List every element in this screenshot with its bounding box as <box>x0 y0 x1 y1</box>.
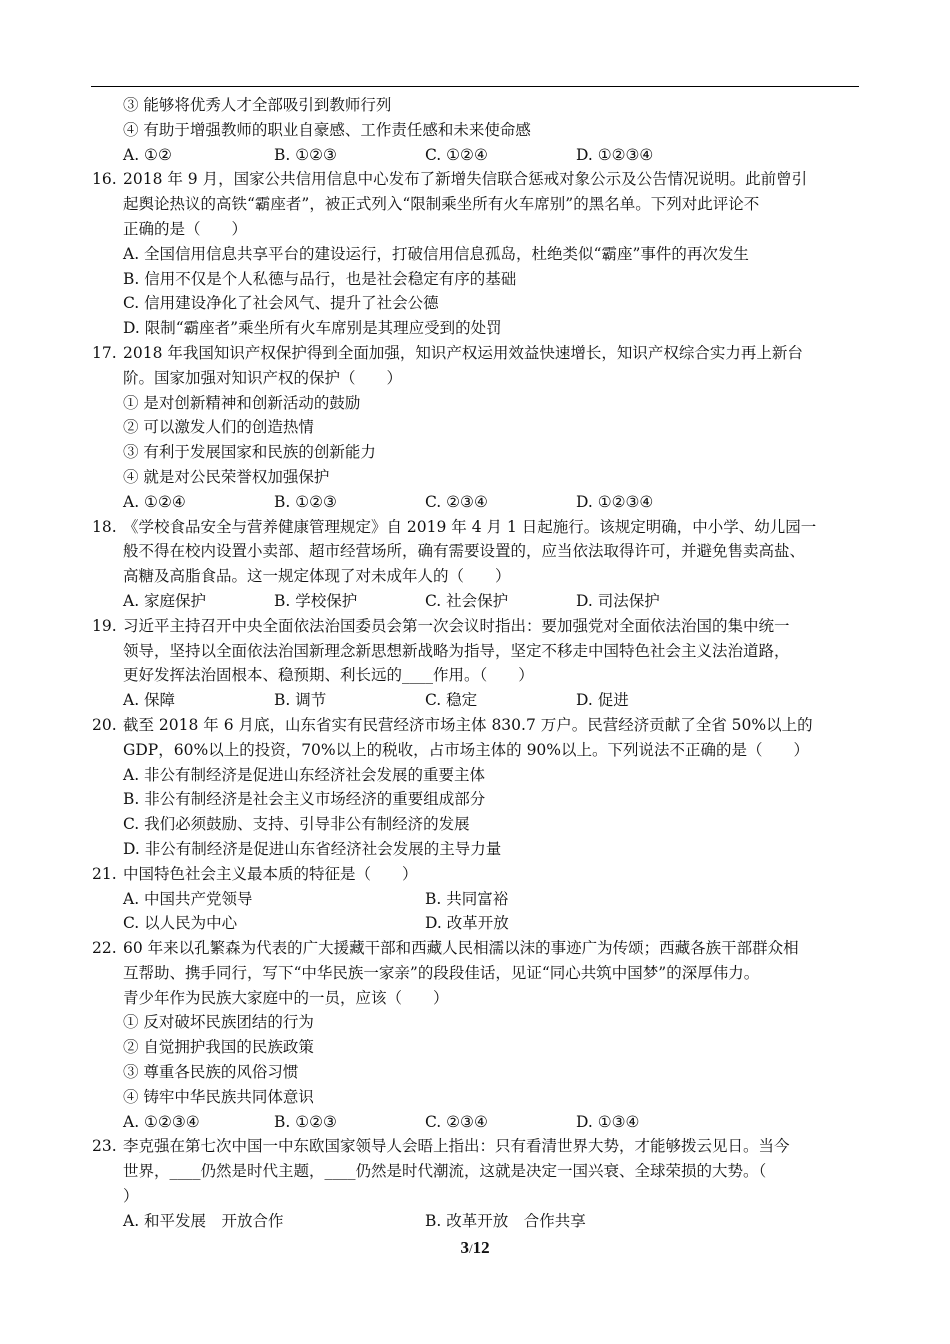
option-b[interactable]: B. 调节 <box>274 691 327 710</box>
option-a[interactable]: A. 非公有制经济是促进山东经济社会发展的重要主体 <box>123 765 486 784</box>
question-19-line-3: 更好发挥法治固根本、稳预期、利长远的____作用。（ ） <box>123 666 534 685</box>
question-number: 16. <box>92 170 117 189</box>
option-b[interactable]: B. 改革开放 合作共享 <box>425 1211 586 1230</box>
question-18-line-2: 般不得在校内设置小卖部、超市经营场所，确有需要设置的，应当依法取得许可，并避免售卖高盐、 <box>123 542 806 561</box>
question-number: 17. <box>92 343 117 362</box>
option-a[interactable]: A. ①②④ <box>123 492 186 511</box>
question-19-line-1: 19. 习近平主持召开中央全面依法治国委员会第一次会议时指出：要加强党对全面依法治国的集中统一 <box>92 614 862 639</box>
question-number: 20. <box>92 715 117 734</box>
option-b[interactable]: B. 共同富裕 <box>425 889 509 908</box>
question-18-line-3: 高糖及高脂食品。这一规定体现了对未成年人的（ ） <box>123 567 511 586</box>
statement-1: ① 反对破坏民族团结的行为 <box>123 1013 314 1032</box>
statement-4: ④ 铸牢中华民族共同体意识 <box>123 1087 314 1106</box>
statement-3: ③ 能够将优秀人才全部吸引到教师行列 <box>123 96 392 114</box>
page-number <box>0 1238 950 1258</box>
question-20-line-1: 20. 截至 2018 年 6 月底，山东省实有民营经济市场主体 830.7 万户。民营经济贡献了全省 50%以上的 <box>92 713 862 738</box>
question-16-line-2: 起舆论热议的高铁“霸座者”，被正式列入“限制乘坐所有火车席别”的黑名单。下列对此评论不 <box>123 195 760 214</box>
option-d[interactable]: D. ①②③④ <box>576 145 654 164</box>
question-22-line-3: 青少年作为民族大家庭中的一员，应该（ ） <box>123 988 449 1007</box>
question-number: 18. <box>92 517 117 536</box>
option-b[interactable]: B. ①②③ <box>274 145 337 164</box>
question-16-line-3: 正确的是（ ） <box>123 219 248 238</box>
option-b[interactable]: B. 学校保护 <box>274 591 358 610</box>
question-19-line-2: 领导，坚持以全面依法治国新理念新思想新战略为指导，坚定不移走中国特色社会主义法治道路， <box>123 641 790 660</box>
option-c[interactable]: C. ②③④ <box>425 1112 488 1131</box>
options-row <box>92 1209 862 1234</box>
question-23-line-3: ） <box>123 1187 139 1206</box>
options-row <box>92 490 862 515</box>
option-c[interactable]: C. ②③④ <box>425 492 488 511</box>
statement-1: ① 是对创新精神和创新活动的鼓励 <box>123 393 361 412</box>
statement-4: ④ 有助于增强教师的职业自豪感、工作责任感和未来使命感 <box>123 120 531 139</box>
options-row <box>92 1110 862 1135</box>
option-a[interactable]: A. 全国信用信息共享平台的建设运行，打破信用信息孤岛，杜绝类似“霸座”事件的再次发生 <box>123 244 749 263</box>
option-c[interactable]: C. 信用建设净化了社会风气、提升了社会公德 <box>123 294 439 313</box>
option-a[interactable]: A. 中国共产党领导 <box>123 889 253 908</box>
question-number: 21. <box>92 864 117 883</box>
question-number: 19. <box>92 616 117 635</box>
question-22-line-2: 互帮助、携手同行，写下“中华民族一家亲”的段段佳话，见证“同心共筑中国梦”的深厚伟力。 <box>123 963 760 982</box>
total-pages: 12 <box>472 1238 490 1257</box>
statement-2: ② 自觉拥护我国的民族政策 <box>123 1038 314 1057</box>
option-d[interactable]: D. ①②③④ <box>576 492 654 511</box>
option-b[interactable]: B. ①②③ <box>274 1112 337 1131</box>
current-page: 3 <box>460 1238 469 1257</box>
question-17-line-2: 阶。国家加强对知识产权的保护（ ） <box>123 368 403 387</box>
question-18-line-1: 18. 《学校食品安全与营养健康管理规定》自 2019 年 4 月 1 日起施行。该规定明确，中小学、幼儿园一 <box>92 515 862 540</box>
options-row <box>92 688 862 713</box>
option-d[interactable]: D. 非公有制经济是促进山东省经济社会发展的主导力量 <box>123 839 502 858</box>
header-rule <box>91 86 859 87</box>
options-row <box>92 911 862 936</box>
question-number: 23. <box>92 1137 117 1156</box>
option-c[interactable]: C. 社会保护 <box>425 591 509 610</box>
option-c[interactable]: C. ①②④ <box>425 145 488 164</box>
option-a[interactable]: A. ①② <box>123 145 172 164</box>
option-d[interactable]: D. 改革开放 <box>425 914 509 933</box>
options-row <box>92 887 862 912</box>
option-c[interactable]: C. 以人民为中心 <box>123 914 238 933</box>
option-b[interactable]: B. 信用不仅是个人私德与品行，也是社会稳定有序的基础 <box>123 269 517 288</box>
options-row <box>92 589 862 614</box>
option-d[interactable]: D. 司法保护 <box>576 591 660 610</box>
option-a[interactable]: A. ①②③④ <box>123 1112 200 1131</box>
option-a[interactable]: A. 家庭保护 <box>123 591 207 610</box>
option-c[interactable]: C. 我们必须鼓励、支持、引导非公有制经济的发展 <box>123 815 470 834</box>
question-20-line-2: GDP，60%以上的投资，70%以上的税收，占市场主体的 90%以上。下列说法不正确的是（ ） <box>123 740 810 759</box>
option-a[interactable]: A. 和平发展 开放合作 <box>123 1211 284 1230</box>
statement-4: ④ 就是对公民荣誉权加强保护 <box>123 467 330 486</box>
statement-2: ② 可以激发人们的创造热情 <box>123 418 314 437</box>
option-d[interactable]: D. 限制“霸座者”乘坐所有火车席别是其理应受到的处罚 <box>123 319 502 338</box>
question-22-line-1: 22. 60 年来以孔繁森为代表的广大援藏干部和西藏人民相濡以沫的事迹广为传颂；西藏各族干部群众相 <box>92 936 862 961</box>
option-b[interactable]: B. 非公有制经济是社会主义市场经济的重要组成部分 <box>123 790 486 809</box>
option-d[interactable]: D. ①③④ <box>576 1112 640 1131</box>
option-d[interactable]: D. 促进 <box>576 691 629 710</box>
option-a[interactable]: A. 保障 <box>123 691 176 710</box>
options-row <box>92 143 862 168</box>
question-21-line-1: 21. 中国特色社会主义最本质的特征是（ ） <box>92 862 862 887</box>
question-23-line-1: 23. 李克强在第七次中国一中东欧国家领导人会晤上指出：只有看清世界大势，才能够拨云见日。当今 <box>92 1134 862 1159</box>
question-23-line-2: 世界，____仍然是时代主题，____仍然是时代潮流，这就是决定一国兴衰、全球荣损的大势。（ <box>123 1162 767 1181</box>
statement-3: ③ 有利于发展国家和民族的创新能力 <box>123 443 376 462</box>
question-number: 22. <box>92 939 117 958</box>
option-b[interactable]: B. ①②③ <box>274 492 337 511</box>
statement-3: ③ 尊重各民族的风俗习惯 <box>123 1063 299 1082</box>
question-17-line-1: 17. 2018 年我国知识产权保护得到全面加强，知识产权运用效益快速增长，知识产权综合实力再上新台 <box>92 341 862 366</box>
exam-content <box>92 93 862 1234</box>
page-separator: / <box>468 1241 473 1256</box>
option-c[interactable]: C. 稳定 <box>425 691 478 710</box>
question-16-line-1: 16. 2018 年 9 月，国家公共信用信息中心发布了新增失信联合惩戒对象公示及公告情况说明。此前曾引 <box>92 167 862 192</box>
